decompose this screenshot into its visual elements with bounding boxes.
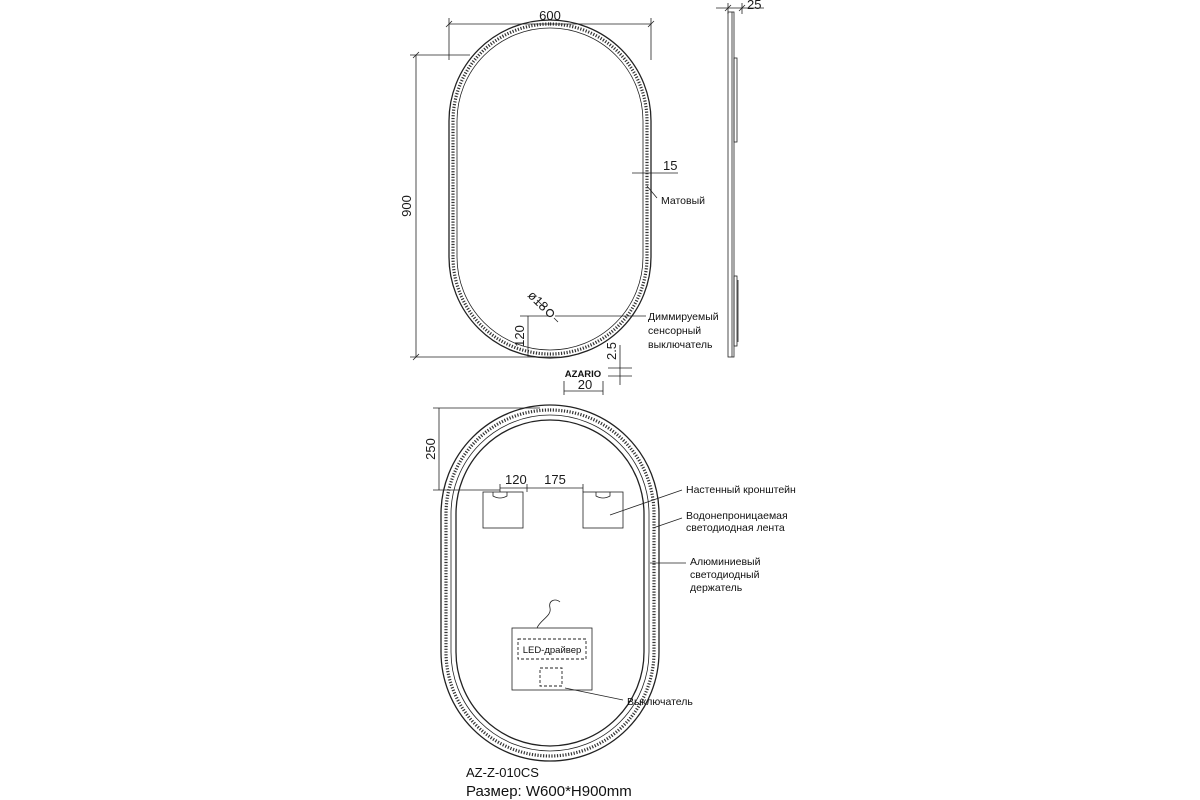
- depth-dimension-label: 25: [747, 0, 762, 12]
- led-driver-label: LED-драйвер: [522, 645, 582, 656]
- aluminum-note-line1: Алюминиевый: [690, 556, 761, 568]
- back-led-strip: [446, 410, 654, 756]
- logo-width-label: 20: [577, 377, 593, 392]
- matte-note: Матовый: [661, 195, 705, 207]
- bracket-left-label: 120: [505, 472, 527, 487]
- led-strip-callout: [653, 510, 788, 534]
- led-driver-box: [512, 628, 592, 690]
- brand-logo-text: AZARIO: [564, 369, 602, 380]
- led-strip-note-line2: светодиодная лента: [686, 522, 785, 534]
- led-strip-note-line1: Водонепроницаемая: [686, 510, 788, 522]
- side-view: [716, 0, 764, 357]
- touch-switch: [525, 288, 719, 351]
- depth-dimension: [716, 0, 764, 14]
- aluminum-note-line3: держатель: [690, 582, 743, 594]
- switch-height-dimension: [512, 316, 548, 357]
- aluminum-callout: [650, 556, 761, 594]
- bracket-top-label: 250: [423, 438, 438, 460]
- driver-cable: [537, 600, 560, 628]
- back-mirror-inner: [451, 415, 649, 751]
- dimmer-note-line1: Диммируемый: [648, 311, 719, 323]
- dimmer-note-line2: сенсорный: [648, 325, 702, 337]
- wall-bracket-right: [583, 492, 623, 528]
- size-spec: Размер: W600*H900mm: [466, 783, 632, 800]
- switch-callout: [565, 688, 693, 708]
- dimmer-note-line3: выключатель: [648, 339, 713, 351]
- side-lower-bracket: [734, 276, 737, 346]
- touch-switch-icon: [547, 310, 554, 317]
- height-dimension-label: 900: [399, 195, 414, 217]
- matte-callout: [647, 186, 705, 207]
- switch-note: Выключатель: [627, 696, 693, 708]
- bracket-spacing-label: 175: [544, 472, 566, 487]
- front-mirror-outer: [449, 20, 651, 361]
- side-mirror-profile: [728, 12, 734, 357]
- frame-offset-label: 15: [663, 158, 678, 173]
- back-aluminum-holder: [456, 420, 644, 746]
- switch-height-label: 120: [512, 325, 527, 347]
- wall-bracket-left: [483, 492, 523, 528]
- bracket-spacing-dimension: [500, 472, 583, 492]
- model-code: AZ-Z-010CS: [466, 765, 539, 780]
- width-dimension-label: 600: [539, 8, 561, 23]
- side-upper-bracket: [734, 58, 737, 142]
- width-dimension: [446, 8, 654, 60]
- height-dimension: [399, 52, 560, 360]
- aluminum-note-line2: светодиодный: [690, 569, 760, 581]
- frame-offset-dimension: [632, 158, 678, 173]
- bracket-note: Настенный кронштейн: [686, 484, 796, 496]
- switch-diameter-label: ø18: [524, 287, 552, 314]
- back-view: [423, 405, 796, 761]
- front-view: [399, 8, 719, 395]
- logo-height-label: 2.5: [604, 341, 619, 361]
